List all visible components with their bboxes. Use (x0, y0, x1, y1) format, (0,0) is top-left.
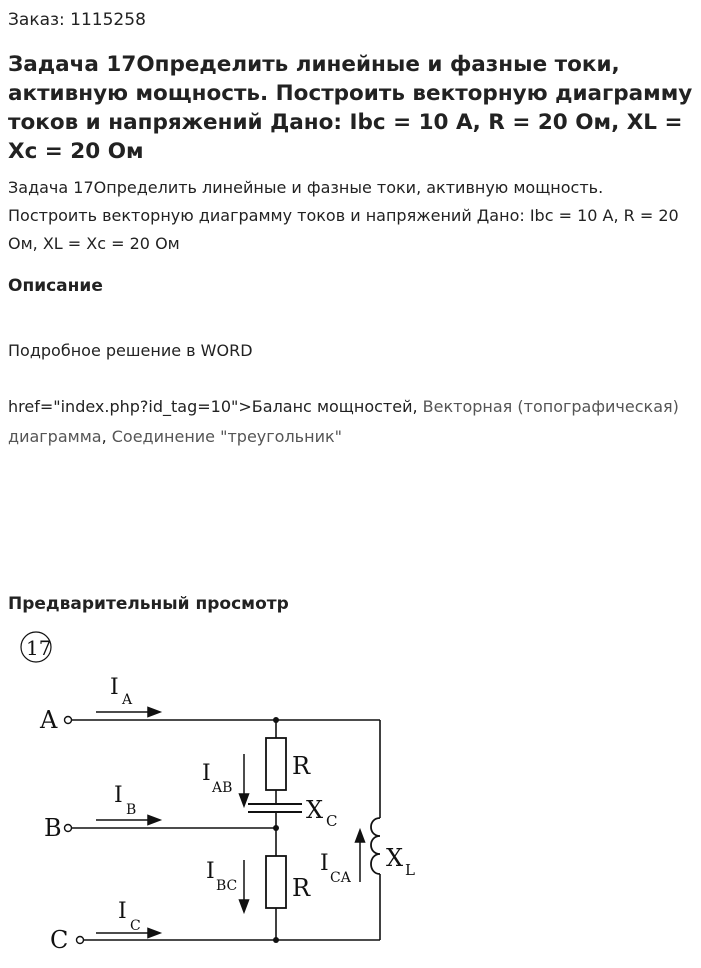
resistor-ab-label: R (292, 752, 311, 780)
current-ia-label: I (110, 675, 119, 700)
inductor-xl (371, 818, 380, 874)
current-iab-label: I (202, 761, 211, 786)
tag-link-power-balance[interactable]: Баланс мощностей (251, 397, 413, 416)
resistor-ab (266, 738, 286, 790)
capacitor-subscript: C (326, 812, 338, 830)
node-a-label: A (40, 706, 58, 734)
description-heading: Описание (8, 276, 103, 296)
order-number: Заказ: 1115258 (8, 10, 146, 30)
task-description: Задача 17Определить линейные и фазные токи, активную мощность. Построить векторную диаграмму токов и напряжений Дано: Ibc = 10 А, R = 20 Ом, XL = Xc = 20 Ом (8, 178, 679, 253)
inductor-label: X (386, 844, 404, 872)
current-ibc-subscript: BC (216, 878, 238, 894)
current-ibc-label: I (206, 859, 215, 884)
terminal-a (65, 717, 72, 724)
junction-b (273, 825, 279, 831)
inductor-subscript: L (405, 861, 415, 879)
capacitor-label: X (306, 796, 324, 824)
tags-line: href="index.php?id_tag=10">Баланс мощностей, Векторная (топографическая) диаграмма, Соединение "треугольник" (8, 397, 679, 446)
current-ica-subscript: CA (330, 870, 351, 886)
tags-prefix: href="index.php?id_tag=10"> (8, 397, 252, 416)
page-title: Задача 17Определить линейные и фазные токи, активную мощность. Построить векторную диаграмму токов и напряжений Дано: Ibc = 10 А, R = 20 Ом, XL = Xc = 20 Ом (8, 52, 693, 164)
junction-a (273, 717, 279, 723)
current-ica-label: I (320, 851, 329, 876)
terminal-b (65, 825, 72, 832)
current-iab-subscript: AB (212, 780, 233, 796)
resistor-bc-label: R (292, 874, 311, 902)
current-ib-label: I (114, 783, 123, 808)
current-ib-subscript: B (126, 802, 137, 818)
problem-number: 17 (26, 636, 52, 660)
node-c-label: C (50, 926, 69, 954)
tag-link-delta-connection[interactable]: Соединение "треугольник" (111, 427, 342, 446)
resistor-bc (266, 856, 286, 908)
node-b-label: B (44, 814, 62, 842)
tag-link-vector-diagram[interactable]: Векторная (топографическая) диаграмма (8, 397, 679, 446)
current-arrows (96, 708, 365, 938)
current-ic-label: I (118, 899, 127, 924)
junction-c (273, 937, 279, 943)
current-ic-subscript: C (130, 918, 141, 934)
capacitor-xc (248, 804, 302, 812)
terminal-c (77, 937, 84, 944)
circuit-preview-image (0, 622, 440, 962)
current-ia-subscript: A (122, 692, 133, 708)
preview-heading: Предварительный просмотр (8, 594, 289, 614)
description-text: Подробное решение в WORD (8, 341, 253, 360)
